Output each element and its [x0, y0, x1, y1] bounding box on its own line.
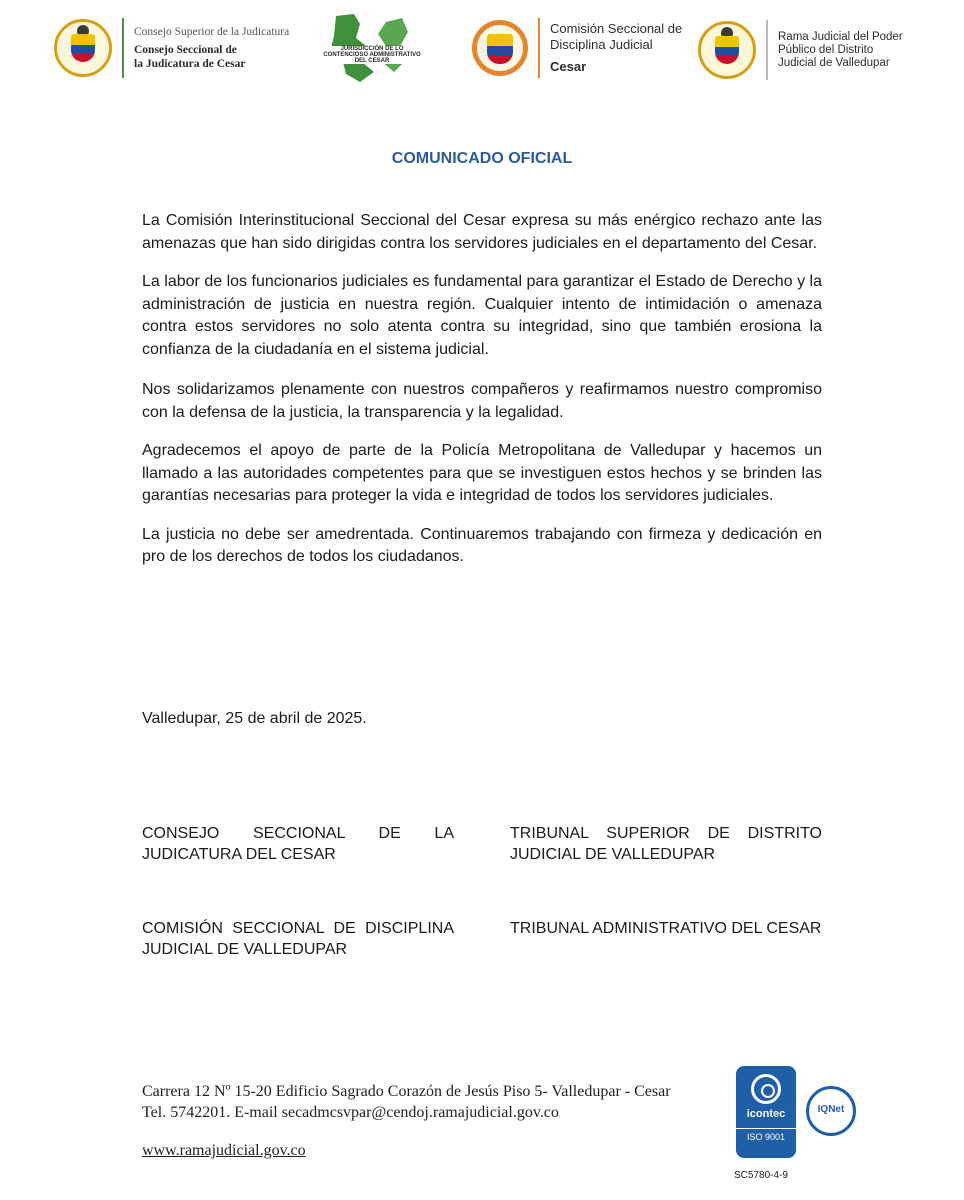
- icontec-icon: [751, 1074, 781, 1104]
- signatory-tribunal-administrativo: TRIBUNAL ADMINISTRATIVO DEL CESAR: [510, 920, 822, 937]
- rama-line1: Rama Judicial del Poder: [778, 30, 903, 43]
- letterhead: [0, 10, 964, 100]
- rama-line3: Judicial de Valledupar: [778, 56, 890, 69]
- footer-address: Carrera 12 Nº 15-20 Edificio Sagrado Corazón de Jesús Piso 5- Valledupar - Cesar: [142, 1083, 671, 1100]
- colombia-coat-of-arms-icon: [54, 19, 112, 77]
- jurisdiccion-label: JURISDICCIÓN DE LO CONTENCIOSO ADMINISTRATIVO DEL CESAR: [320, 46, 424, 64]
- certification-code: SC5780-4-9: [734, 1170, 788, 1181]
- rama-judicial-text: [778, 31, 903, 70]
- website-link[interactable]: www.ramajudicial.gov.co: [142, 1142, 306, 1159]
- comision-line1: Comisión Seccional de: [550, 21, 683, 36]
- footer-contact: Tel. 5742201. E-mail secadmcsvpar@cendoj.ramajudicial.gov.co: [142, 1104, 559, 1121]
- rama-line2: Público del Distrito: [778, 43, 874, 56]
- signatory-tribunal-superior: TRIBUNAL SUPERIOR DE DISTRITO JUDICIAL DE VALLEDUPAR: [510, 825, 822, 863]
- paragraph-5: La justicia no debe ser amedrentada. Continuaremos trabajando con firmeza y dedicación en pro de los derechos de todos los ciudadanos.: [142, 525, 822, 565]
- comision-line2: Disciplina Judicial: [550, 37, 653, 52]
- org-parent-name: Consejo Superior de la Judicatura: [134, 26, 290, 38]
- consejo-seccional-logo: [54, 18, 289, 78]
- document-title: COMUNICADO OFICIAL: [391, 150, 573, 167]
- paragraph-1: La Comisión Interinstitucional Seccional del Cesar expresa su más enérgico rechazo ante las amenazas que han sido dirigidas contra los servidores judiciales en el departamento del Cesar.: [142, 212, 822, 252]
- consejo-seccional-text: [134, 25, 289, 71]
- document-date: Valledupar, 25 de abril de 2025.: [142, 710, 367, 727]
- paragraph-3: Nos solidarizamos plenamente con nuestros compañeros y reafirmamos nuestro compromiso con la defensa de la justicia, la transparencia y la legalidad.: [142, 381, 822, 421]
- document-body: [142, 210, 822, 585]
- iqnet-label: IQNet: [817, 1104, 845, 1115]
- divider-line-grey: [766, 20, 768, 80]
- divider-line: [122, 18, 124, 78]
- icontec-brand: icontec: [746, 1108, 786, 1120]
- rama-judicial-logo: [698, 20, 903, 80]
- comision-seal-icon: [472, 20, 528, 76]
- icontec-certification-badge: [736, 1066, 796, 1158]
- signatory-consejo: CONSEJO SECCIONAL DE LA JUDICATURA DEL CESAR: [142, 825, 454, 863]
- paragraph-4: Agradecemos el apoyo de parte de la Policía Metropolitana de Valledupar y hacemos un llamado a las autoridades competentes para que se investiguen estos hechos y se brinden las garantías necesarias para proteger la vida e integridad de todos los servidores judiciales.: [142, 442, 822, 504]
- comision-logo: [472, 18, 682, 78]
- iso-standard: ISO 9001: [736, 1128, 796, 1142]
- signatory-comision: COMISIÓN SECCIONAL DE DISCIPLINA JUDICIAL DE VALLEDUPAR: [142, 920, 454, 958]
- iqnet-badge: [806, 1086, 856, 1136]
- org-name-line1: Consejo Seccional de: [134, 44, 237, 56]
- org-name-line2: la Judicatura de Cesar: [134, 58, 246, 70]
- divider-line-orange: [538, 18, 540, 78]
- colombia-coat-of-arms-icon: [698, 21, 756, 79]
- comision-line3: Cesar: [550, 59, 587, 74]
- comision-text: [550, 21, 682, 75]
- paragraph-2: La labor de los funcionarios judiciales es fundamental para garantizar el Estado de Derecho y la administración de justicia en nuestra región. Cualquier intento de intimidación o amenaza contra estos servidores no solo atenta contra su integridad, sino que también erosiona la confianza de la ciudadanía en el sistema judicial.: [142, 273, 822, 358]
